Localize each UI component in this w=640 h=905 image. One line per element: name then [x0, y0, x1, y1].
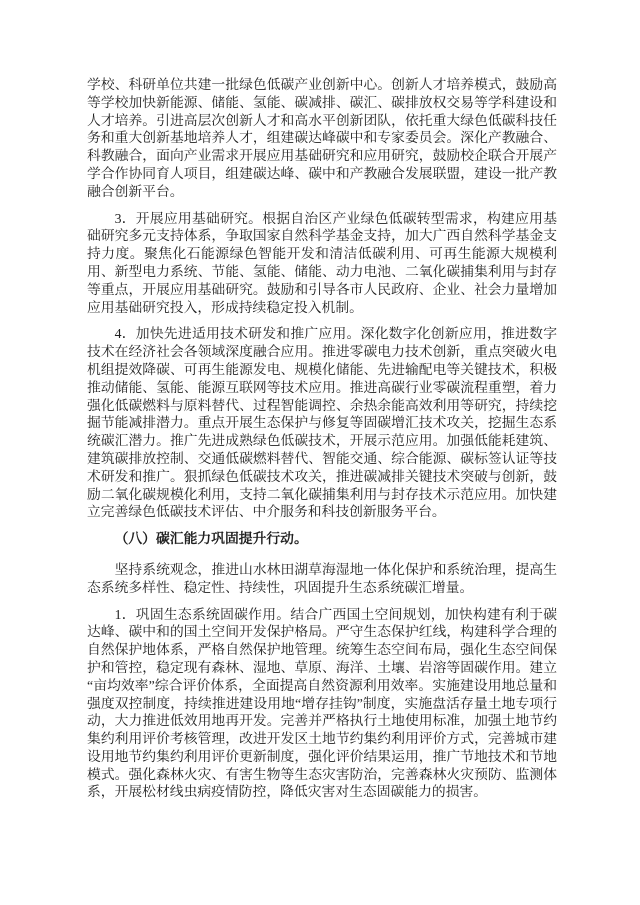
- paragraph-continuation: 学校、科研单位共建一批绿色低碳产业创新中心。创新人才培养模式，鼓励高等学校加快新能源、储能、氢能、碳减排、碳汇、碳排放权交易等学科建设和人才培养。引进高层次创新人才和高水平创新团队，依托重大绿色低碳科技任务和重大创新基地培养人才，组建碳达峰碳中和专家委员会。深化产教融合、科教融合，面向产业需求开展应用基础研究和应用研究，鼓励校企联合开展产学合作协同育人项目，组建碳达峰、碳中和产教融合发展联盟，建设一批产教融合创新平台。: [87, 77, 557, 199]
- paragraph-item-3: 3．开展应用基础研究。根据自治区产业绿色低碳转型需求，构建应用基础研究多元支持体系，争取国家自然科学基金支持，加大广西自然科学基金支持力度。聚焦化石能源绿色智能开发和清洁低碳利用、可再生能源大规模利用、新型电力系统、节能、氢能、储能、动力电池、二氧化碳捕集利用与封存等重点，开展应用基础研究。鼓励和引导各市人民政府、企业、社会力量增加应用基础研究投入，形成持续稳定投入机制。: [87, 210, 557, 315]
- paragraph-item-1: 1．巩固生态系统固碳作用。结合广西国土空间规划，加快构建有利于碳达峰、碳中和的国土空间开发保护格局。严守生态保护红线，构建科学合理的自然保护地体系，严格自然保护地管理。统筹生态空间布局，强化生态空间保护和管控，稳定现有森林、湿地、草原、海洋、土壤、岩溶等固碳作用。建立“亩均效率”综合评价体系，全面提高自然资源利用效率。实施建设用地总量和强度双控制度，持续推进建设用地“增存挂钩”制度，实施盘活存量土地专项行动，大力推进低效用地再开发。完善并严格执行土地使用标准，加强土地节约集约利用评价考核管理，改进开发区土地节约集约利用评价方式，完善城市建设用地节约集约利用评价更新制度，强化评价结果运用，推广节地技术和节地模式。强化森林火灾、有害生物等生态灾害防治，完善森林火灾预防、监测体系，开展松材线虫病疫情防控，降低灾害对生态固碳能力的损害。: [87, 606, 557, 800]
- paragraph-item-4: 4．加快先进适用技术研发和推广应用。深化数字化创新应用，推进数字技术在经济社会各领域深度融合应用。推进零碳电力技术创新，重点突破火电机组提效降碳、可再生能源发电、规模化储能、先进输配电等关键技术，积极推动储能、氢能、能源互联网等技术应用。推进高碳行业零碳流程重塑，着力强化低碳燃料与原料替代、过程智能调控、余热余能高效利用等研究，持续挖掘节能减排潜力。重点开展生态保护与修复等固碳增汇技术攻关，挖掘生态系统碳汇潜力。推广先进成熟绿色低碳技术，开展示范应用。加强低能耗建筑、建筑碳排放控制、交通低碳燃料替代、智能交通、综合能源、碳标签认证等技术研发和推广。狠抓绿色低碳技术攻关，推进碳减排关键技术突破与创新，鼓励二氧化碳规模化利用，支持二氧化碳捕集利用与封存技术示范应用。加快建立完善绿色低碳技术评估、中介服务和科技创新服务平台。: [87, 326, 557, 520]
- section-heading: （八）碳汇能力巩固提升行动。: [114, 531, 308, 547]
- document-body: [87, 76, 557, 801]
- paragraph-section-intro: 坚持系统观念，推进山水林田湖草海湿地一体化保护和系统治理，提高生态系统多样性、稳定性、持续性，巩固提升生态系统碳汇增量。: [87, 561, 557, 595]
